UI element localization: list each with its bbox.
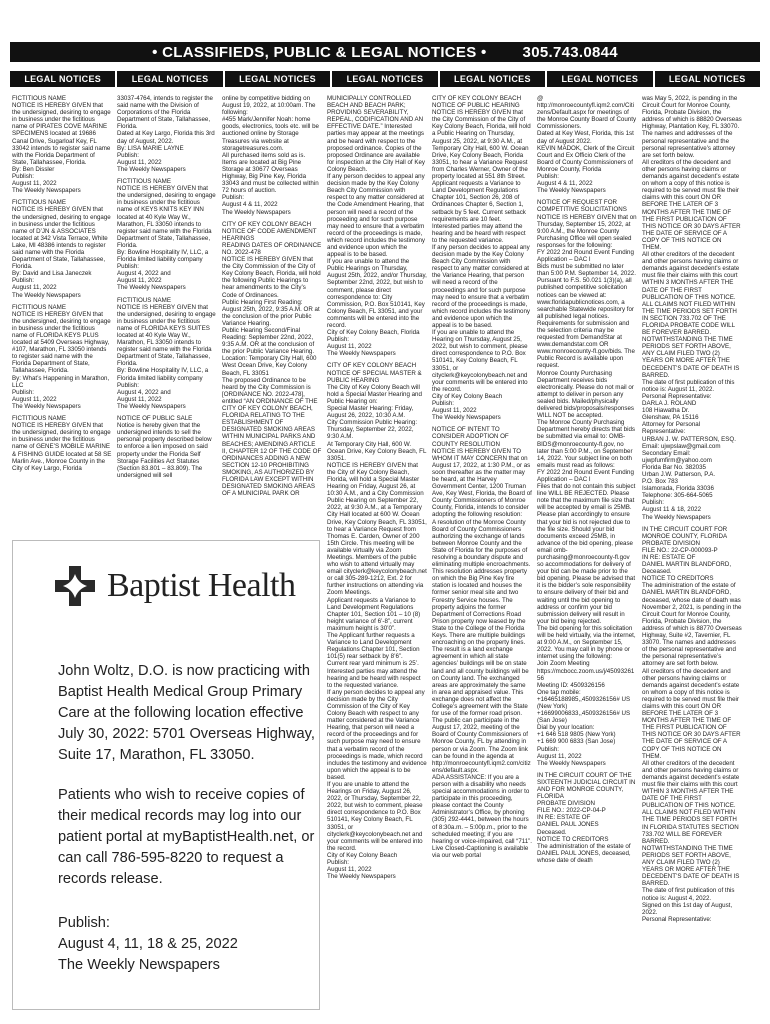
column-header: LEGAL NOTICES [117,71,222,87]
legal-notice: was May 5, 2022, is pending in the Circuit Court for Monroe County, Florida, Probate Division, the address of which is 88820 Overseas Highway, Plantation Key, FL 33070. The names and addresses of the personal representative and the personal representative’s attorney are set forth below. All creditors of the decedent and other persons having claims or demands against decedent’s estate on whom a copy of this notice is required to be served must file their claims with this court ON OR BEFORE THE LATER OF 3 MONTHS AFTER THE TIME OF THE FIRST PUBLICATION OF THIS NOTICE OR 30 DAYS AFTER THE DATE OF SERVICE OF A COPY OF THIS NOTICE ON THEM. All other creditors of the decedent and other persons having claims or demands against decedent’s estate must file their claims with this court WITHIN 3 MONTHS AFTER THE DATE OF THE FIRST PUBLICATION OF THIS NOTICE. ALL CLAIMS NOT FILED WITHIN THE TIME PERIODS SET FORTH IN SECTION 733.702 OF THE FLORIDA PROBATE CODE WILL BE FOREVER BARRED. NOTWITHSTANDING THE TIME PERIODS SET FORTH ABOVE, ANY CLAIM FILED TWO (2) YEARS OR MORE AFTER THE DECEDENT’S DATE OF DEATH IS BARRED. The date of first publication of this notice is: August 11, 2022. Personal Representative: DARLA J. ROLAND 108 Hiawatha Dr. Glenshaw, PA 15116 Attorney for Personal Representative: URBAN J. W. PATTERSON, ESQ. Email: ujwpslaw@gmail.com Secondary Email: ujwpfumfirm@yahoo.com Florida Bar No. 382035 Urban J.W. Patterson, P.A. P.O. Box 783 Islamorada, Florida 33036 Telephone: 305-664-5065 Publish: August 11 & 18, 2022 The Weekly Newspapers [642,95,742,521]
legal-notice: 33037-4764, intends to register the said name with the Division of Corporations of the Florida Department of State, Tallahassee, Florida. Dated at Key Largo, Florida this 3rd day of August, 2022. By: LISA MARIE LAYNE Publish: August 11, 2022 The Weekly Newspapers [117,95,215,173]
ad-body [58,661,318,909]
column-header: LEGAL NOTICES [547,71,652,87]
notice-column-2 [117,95,217,535]
ad-paragraph: Patients who wish to receive copies of their medical records may log into our patient portal at myBaptistHealth.net, or can call 786-595-8220 to request a records release. [58,787,315,887]
section-banner [10,42,760,62]
legal-notice: CITY OF KEY COLONY BEACH NOTICE OF SPECIAL MASTER & PUBLIC HEARING The City of Key Colony Beach will hold a Special Master Hearing and Public Hearing on: Special Master Hearing: Friday, August 26, 2022, 10:30 A.M. City Commission Public Hearing: Thursday, September 22, 2022, 9:30 A.M. At Temporary City Hall, 600 W. Ocean Drive, Key Colony Beach, FL 33051. NOTICE IS HEREBY GIVEN that the City of Key Colony Beach, Florida, will hold a Special Master Hearing on Friday, August 26, at 10:30 A.M., and a City Commission Public Hearing on September 22, 2022, at 9:30 A.M., at a Temporary City Hall located at 600 W. Ocean Drive, Key Colony Beach, FL 33051, to hear a Variance Request from Thomas E. Carden, Owner of 200 15th Circle. This meeting will be available virtually via Zoom Meetings. Members of the public who wish to attend virtually may email cityclerk@keycolonybeach.net or call 305-289-1212, Ext. 2 for further instructions on attending via Zoom Meetings. Applicant requests a Variance to Land Development Regulations Chapter 101, Section 101 – 10 (8) height variance of 6’-8”, current maximum height is 30’0”. The Applicant further requests a Variance to Land Development Regulations Chapter 101, Section 101(5) rear setback by 8’6”. Current rear yard minimum is 25’. Interested parties may attend the hearing and be heard with respect to the requested variance. If any person decides to appeal any decision made by the City Commission of the City of Key Colony Beach with respect to any matter considered at the Variance Hearing, that person will need a record of the proceedings and for such purpose may need to ensure that a verbatim record of the proceedings is made, which record includes the testimony and evidence upon which the appeal is to be based. If you are unable to attend the Hearings on Friday, August 26, 2022, or Thursday, September 22, 2022, but wish to comment, please direct correspondence to P.O. Box 510141, Key Colony Beach, FL 33051, or cityclerk@keycolonybeach.net and your comments will be entered into the record. City of Key Colony Beach Publish: August 11, 2022 The Weekly Newspapers [327,362,427,881]
ad-paragraph: John Woltz, D.O. is now practicing with Baptist Health Medical Group Primary Care at the following location effective July 30, 2022: 5701 Overseas Highway, Suite 17, Marathon, FL 33050. [58,663,315,763]
banner-title: • CLASSIFIEDS, PUBLIC & LEGAL NOTICES • [152,43,487,61]
publisher: The Weekly Newspapers [58,957,220,973]
legal-notice: FICTITIOUS NAME NOTICE IS HEREBY GIVEN that the undersigned, desiring to engage in business under the fictitious name of KEYS KNITS KEY INN located at 40 Kyle Way W., Marathon, FL 33050 intends to register said name with the Florida Department of State, Tallahassee, Florida. By: Bowline Hospitality IV, LLC, a Florida limited liability company Publish: August 4, 2022 and August 11, 2022 The Weekly Newspapers [117,178,216,292]
banner-phone: 305.743.0844 [522,43,618,61]
legal-notice: CITY OF KEY COLONY BEACH NOTICE OF CODE AMENDMENT HEARINGS READING DATES OF ORDINANCE NO. 2022-478 NOTICE IS HEREBY GIVEN that the City Commission of the City of Key Colony Beach, Florida, will hold the following Public Hearings to hear amendments to the City’s Code of Ordinances. Public Hearing First Reading: August 25th, 2022, 9:35 A.M. OR at the conclusion of the prior Public Variance Hearing. Public Hearing Second/Final Reading: September 22nd, 2022, 9:35 A.M. OR at the conclusion of the prior Public Variance Hearing. Location: Temporary City Hall, 600 West Ocean Drive, Key Colony Beach, FL 33051 The proposed Ordinance to be heard by the City Commission is [ORDINANCE NO. 2022-478], entitled “AN ORDINANCE OF THE CITY OF KEY COLONY BEACH, FLORIDA RELATING TO THE ESTABLISHMENT OF DESIGNATED SMOKING AREAS WITHIN MUNICIPAL PARKS AND BEACHES; AMENDING ARTICLE II, CHAPTER 12 OF THE CODE OF ORDINANCES ADDING A NEW SECTION 12-10 PROHIBITING SMOKING, AS AUTHORIZED BY FLORIDA LAW EXCEPT WITHIN DESIGNATED SMOKING AREAS OF A MUNICIPAL PARK OR [222,220,322,498]
column-headers [10,71,760,87]
legal-notice: MUNICIPALLY CONTROLLED BEACH AND BEACH PARK; PROVIDING SEVERABILITY, REPEAL, CODIFICATION AND AN EFFECTIVE DATE.” Interested parties may appear at the meetings and be heard with respect to the proposed ordinance. Copies of the proposed Ordinance are available for inspection at the City Hall of Key Colony Beach. If any person decides to appeal any decision made by the Key Colony Beach City Commission with respect to any matter considered at the Code Amendment Hearing, that person will need a record of the proceeding and for such purpose may need to ensure that a verbatim record of the proceedings is made, which record includes the testimony and evidence upon which the appeal is to be based. If you are unable to attend the Public Hearings on Thursday, August 25th, 2022, and/or Thursday, September 22nd, 2022, but wish to comment, please direct correspondence to: City Commission, P.O. Box 510141, Key Colony Beach, FL 33051, and your comments will be entered into the record. City of Key Colony Beach, Florida Publish: August 11, 2022 The Weekly Newspapers [327,95,427,358]
column-header: LEGAL NOTICES [10,71,115,87]
legal-notice: IN THE CIRCUIT COURT OF THE SIXTEENTH JUDICIAL CIRCUIT IN AND FOR MONROE COUNTY, FLORIDA PROBATE DIVISION FILE NO.: 2022-CP-04-P IN RE: ESTATE OF DANIEL PAUL JONES Deceased. NOTICE TO CREDITORS The administration of the estate of DANIEL PAUL JONES, deceased, whose date of death [537,771,636,864]
legal-notice: FICTITIOUS NAME NOTICE IS HEREBY GIVEN that the undersigned, desiring to engage in business under the fictitious name of FLORIDA KEYS SUITES located at 40 Kyle Way W., Marathon, FL 33050 intends to register said name with the Florida Department of State, Tallahassee, Florida. By: Bowline Hospitality IV, LLC, a Florida limited liability company Publish: August 4, 2022 and August 11, 2022 The Weekly Newspapers [117,296,216,410]
notice-column-7 [642,95,742,1015]
legal-notice: @ http://monroecountyfl.iqm2.com/Citizens/Default.aspx for meetings of the Monroe County Board of County Commissioners. Dated at Key West, Florida, this 1st day of August 2022. KEVIN MADOK, Clerk of the Circuit Court and Ex Officio Clerk of the Board of County Commissioners of Monroe County, Florida Publish: August 4 & 11, 2022 The Weekly Newspapers [537,95,637,195]
legal-notice: FICTITIOUS NAME NOTICE IS HEREBY GIVEN that the undersigned, desiring to engage in business under the fictitious name of FLORIDA KEYS PLUS located at 5409 Overseas Highway, #107, Marathon, FL 33050 intends to register said name with the Florida Department of State, Tallahassee, Florida. By: What’s Happening in Marathon, LLC Publish: August 11, 2022 The Weekly Newspapers [12,303,111,410]
publish-label: Publish: [58,915,110,931]
notice-column-1 [12,95,112,535]
column-header: LEGAL NOTICES [655,71,760,87]
legal-notice: NOTICE OF REQUEST FOR COMPETITIVE SOLICITATIONS NOTICE IS HEREBY GIVEN that on Thursday, September 15, 2022, at 9:00 A.M., the Monroe County Purchasing Office will open sealed responses for the following: FY 2022 2nd Round Event Funding Application – DAC I Bids must be submitted no later than 5:00 P.M. September 14, 2022. Pursuant to F.S. 50.021 1(3)(a), all published competitive solicitation notices can be viewed at: www.floridapublicnotices.com, a searchable Statewide repository for all published legal notices. Requirements for submission and the selection criteria may be requested from DemandStar at www.demandstar.com OR www.monroecounty-fl.gov/bids. The Public Record is available upon request. Monroe County Purchasing Department receives bids electronically. Please do not mail or attempt to deliver in person any sealed bids. Mailed/physically delivered bids/proposals/responses WILL NOT be accepted. The Monroe County Purchasing Department hereby directs that bids be submitted via email to: OMB-BIDS@monroecounty-fl.gov, no later than 5:00 P.M., on September 14, 2022. Your subject line on both emails must read as follows: FY 2022 2nd Round Event Funding Application – DAC I Files that do not contain this subject line WILL BE REJECTED. Please note that the maximum file size that will be accepted by email is 25MB. Please plan accordingly to ensure that your bid is not rejected due to the file size. Should your bid documents exceed 25MB, in advance of the bid opening, please email omb-purchasing@monroecounty-fl.gov so accommodations for delivery of your bid can be made prior to the bid opening. Please be advised that it is the bidder’s sole responsibility to ensure delivery of their bid and waiting until the bid opening to address or confirm your bid submission delivery will result in your bid being rejected. The bid opening for this solicitation will be held virtually, via the internet, at 9:00 A.M., on September 15, 2022. You may call in by phone or internet using the following: Join Zoom Meeting https://mcbocc.zoom.us/j/4509326156 Meeting ID: 4509326156 One tap mobile: +16465188985,,4509326156# US (New York) +16699006833,,4509326156# US (San Jose) Dial by your location: +1 646 518 9805 (New York) +1 669 900 6833 (San Jose) Publish: August 11, 2022 The Weekly Newspapers [537,199,637,767]
legal-notice: online by competitive bidding on August 19, 2022, at 10:00am. The following: #455 Mark/Jennifer Noah: home goods, electronics, tools etc. will be auctioned online by Storage Treasures via website at storagetreasures.com. All purchased items sold as is. Items are located at Big Pine Storage at 30677 Overseas Highway, Big Pine Key, Florida 33043 and must be collected within 72 hours of auction. Publish: August 4 & 11, 2022 The Weekly Newspapers [222,95,319,216]
baptist-health-ad [12,540,320,1010]
legal-notice: IN THE CIRCUIT COURT FOR MONROE COUNTY, FLORIDA PROBATE DIVISION FILE NO.: 22-CP-000093-P IN RE: ESTATE OF DANIEL MARTIN BLANDFORD, Deceased. NOTICE TO CREDITORS The administration of the estate of DANIEL MARTIN BLANDFORD, deceased, whose date of death was November 2, 2021, is pending in the Circuit Court for Monroe County, Florida, Probate Division, the address of which is 88770 Overseas Highway, Suite #2, Tavernier, FL 33070. The names and addresses of the personal representative and the personal representative’s attorney are set forth below. All creditors of the decedent and other persons having claims or demands against decedent’s estate on whom a copy of this notice is required to be served must file their claims with this court ON OR BEFORE THE LATER OF 3 MONTHS AFTER THE TIME OF THE FIRST PUBLICATION OF THIS NOTICE OR 30 DAYS AFTER THE DATE OF SERVICE OF A COPY OF THIS NOTICE ON THEM. All other creditors of the decedent and other persons having claims or demands against decedent’s estate must file their claims with this court WITHIN 3 MONTHS AFTER THE DATE OF THE FIRST PUBLICATION OF THIS NOTICE. ALL CLAIMS NOT FILED WITHIN THE TIME PERIODS SET FORTH IN FLORIDA STATUTES SECTION 733.702 WILL BE FOREVER BARRED. NOTWITHSTANDING THE TIME PERIODS SET FORTH ABOVE, ANY CLAIM FILED TWO (2) YEARS OR MORE AFTER THE DECEDENT’S DATE OF DEATH IS BARRED. The date of first publication of this notice is: August 4, 2022. Signed on this 1st day of August, 2022. Personal Representative: [642,525,742,923]
baptist-health-logo [53,561,295,611]
legal-notice: NOTICE OF INTENT TO CONSIDER ADOPTION OF COUNTY RESOLUTION NOTICE IS HEREBY GIVEN TO WHOM IT MAY CONCERN that on August 17, 2022, at 1:30 P.M., or as soon thereafter as the matter may be heard, at the Harvey Government Center, 1200 Truman Ave, Key West, Florida, the Board of County Commissioners of Monroe County, Florida, intends to consider adopting the following resolution: A resolution of the Monroe County Board of County Commissioners authorizing the exchange of lands between Monroe County and the State of Florida for the purposes of resolving a boundary dispute and eliminating multiple encroachments. This resolution addresses property on which the Big Pine Key fire station is located and houses the former senior meal site and two Forestry Service houses. The property adjoins the former Department of Corrections Road Prison property now leased by the State to the College of the Florida Keys. There are multiple buildings encroaching on the property lines. The result is a land exchange agreement in which all state agencies’ buildings will be on state land and all county buildings will be on County land. The exchanged areas are approximately the same in area and appraised value. This exchange does not affect the College’s agreement with the State for use of the former road prison. The public can participate in the August 17, 2022, meeting of the Board of County Commissioners of Monroe County, FL by attending in person or via Zoom. The Zoom link can be found in the agenda at http://monroecountyfl.iqm2.com/citizens/default.aspx. ADA ASSISTANCE: If you are a person with a disability who needs special accommodations in order to participate in this proceeding, please contact the County Administrator’s Office, by phoning (305) 292-4441, between the hours of 8:30a.m. – 5:00p.m., prior to the scheduled meeting; if you are hearing or voice-impaired, call “711”. Live Closed-Captioning is available via our web portal [432,426,532,859]
notice-column-5 [432,95,532,1015]
cross-logo-icon [53,564,97,608]
legal-notice: FICTITIOUS NAME NOTICE IS HEREBY GIVEN that the undersigned, desiring to engage in business under the fictitious name of GENE’S MOBILE MARINE & FISHING GUIDE located at 58 SE Marlin Ave., Monroe County in the City of Key Largo, Florida [12,415,112,472]
notice-column-4 [327,95,427,1015]
notice-column-3 [222,95,322,535]
notice-column-6 [537,95,637,1015]
legal-notice: CITY OF KEY COLONY BEACH NOTICE OF PUBLIC HEARING NOTICE IS HEREBY GIVEN that the City Commission of the City of Key Colony Beach, Florida, will hold a Public Hearing on Thursday, August 25, 2022, at 9:30 A.M., at Temporary City Hall, 600 W. Ocean Drive, Key Colony Beach, Florida 33051, to hear a Variance Request from Charles Werner, Owner of the property located at 551 8th Street. Applicant requests a Variance to Land Development Regulations Chapter 101, Section 26, 208 of Ordinances Chapter 6, Section 1, setback by 5 feet. Current setback requirements are 10 feet. Interested parties may attend the hearing and be heard with respect to the requested variance. If any person decides to appeal any decision made by the Key Colony Beach City Commission with respect to any matter considered at the Variance Hearing, that person will need a record of the proceedings and for such purpose may need to ensure that a verbatim record of the proceedings is made, which record includes the testimony and evidence upon which the appeal is to be based. If you are unable to attend the Hearing on Thursday, August 25, 2022, but wish to comment, please direct correspondence to P.O. Box 510141, Key Colony Beach, FL 33051, or cityclerk@keycolonybeach.net and your comments will be entered into the record. City of Key Colony Beach Publish: August 11, 2022 The Weekly Newspapers [432,95,531,422]
legal-notice: FICTITIOUS NAME NOTICE IS HEREBY GIVEN that the undersigned, desiring to engage in business under the fictitious name of PIRATES COVE MARINE SPECIMENS located at 19686 Canal Drive, Sugarloaf Key, FL 33042 intends to register said name with the Florida Department of State, Tallahassee, Florida. By: Ben Dissler Publish: August 11, 2022 The Weekly Newspapers [12,95,111,195]
legal-notice: NOTICE OF PUBLIC SALE Notice is hereby given that the undersigned intends to sell the personal property described below to enforce a lien imposed on said property under the Florida Self Storage Facilities Act Statutes (Section 83.801 – 83.809). The undersigned will sell [117,415,212,479]
publish-dates: August 4, 11, 18 & 25, 2022 [58,936,238,952]
column-header: LEGAL NOTICES [440,71,545,87]
legal-notice: FICTITIOUS NAME NOTICE IS HEREBY GIVEN that the undersigned, desiring to engage in business under the fictitious name of D’JN & ASSOCIATES located at 342 Vista Terrace, White Lake, MI 48386 intends to register said name with the Florida Department of State, Tallahassee, Florida. By: David and Lisa Janeczek Publish: August 11, 2022 The Weekly Newspapers [12,199,111,299]
logo-wordmark: Baptist Health [107,567,296,604]
column-header: LEGAL NOTICES [225,71,330,87]
column-header: LEGAL NOTICES [332,71,437,87]
ad-publish-info [58,913,318,976]
